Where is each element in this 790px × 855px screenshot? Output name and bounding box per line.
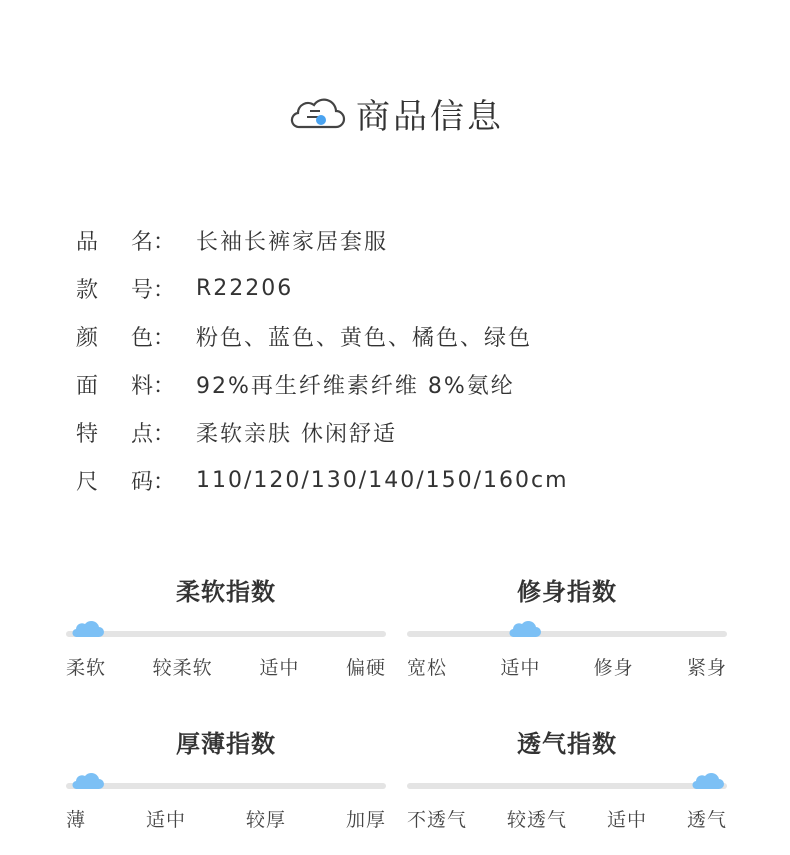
tick-label: 较柔软 bbox=[152, 657, 213, 679]
info-label: 尺 码： bbox=[76, 469, 176, 495]
slim-fit-index bbox=[407, 572, 727, 680]
tick-label: 修身 bbox=[593, 657, 634, 679]
info-value: 长袖长裤家居套服 bbox=[196, 229, 389, 255]
index-track bbox=[66, 631, 386, 637]
tick-label: 较厚 bbox=[245, 809, 286, 831]
tick-label: 透气 bbox=[686, 809, 727, 831]
cloud-marker-icon bbox=[509, 618, 541, 638]
cloud-marker-icon bbox=[72, 770, 104, 790]
section-header bbox=[0, 88, 790, 138]
tick-label: 适中 bbox=[606, 809, 647, 831]
info-label: 特 点： bbox=[76, 421, 176, 447]
tick-label: 适中 bbox=[145, 809, 186, 831]
thickness-index bbox=[66, 724, 386, 832]
tick-label: 适中 bbox=[259, 657, 300, 679]
product-info-list bbox=[76, 216, 569, 504]
info-label: 面 料： bbox=[76, 373, 176, 399]
info-row-fabric bbox=[76, 360, 569, 408]
info-row-name bbox=[76, 216, 569, 264]
tick-label: 偏硬 bbox=[345, 657, 386, 679]
index-ticks bbox=[407, 805, 727, 832]
tick-label: 适中 bbox=[500, 657, 541, 679]
info-row-model bbox=[76, 264, 569, 312]
cloud-icon bbox=[286, 93, 348, 133]
index-track bbox=[407, 783, 727, 789]
index-title: 厚薄指数 bbox=[176, 730, 276, 758]
cloud-marker-icon bbox=[72, 618, 104, 638]
info-value: 柔软亲肤 休闲舒适 bbox=[196, 421, 397, 447]
tick-label: 紧身 bbox=[686, 657, 727, 679]
index-ticks bbox=[66, 805, 386, 832]
tick-label: 宽松 bbox=[407, 657, 448, 679]
index-title: 透气指数 bbox=[517, 730, 617, 758]
info-value: R22206 bbox=[196, 275, 294, 301]
index-ticks bbox=[66, 653, 386, 680]
breathability-index bbox=[407, 724, 727, 832]
tick-label: 不透气 bbox=[407, 809, 468, 831]
softness-index bbox=[66, 572, 386, 680]
tick-label: 较透气 bbox=[506, 809, 567, 831]
index-title: 修身指数 bbox=[517, 578, 617, 606]
info-label: 颜 色： bbox=[76, 325, 176, 351]
tick-label: 柔软 bbox=[66, 657, 107, 679]
info-row-size bbox=[76, 456, 569, 504]
index-ticks bbox=[407, 653, 727, 680]
info-label: 品 名： bbox=[76, 229, 176, 255]
tick-label: 薄 bbox=[66, 809, 87, 831]
info-row-color bbox=[76, 312, 569, 360]
page-title: 商品信息 bbox=[356, 96, 504, 137]
info-value: 110/120/130/140/150/160cm bbox=[196, 467, 569, 493]
tick-label: 加厚 bbox=[345, 809, 386, 831]
cloud-marker-icon bbox=[692, 770, 724, 790]
info-row-feature bbox=[76, 408, 569, 456]
info-value: 粉色、蓝色、黄色、橘色、绿色 bbox=[196, 325, 533, 351]
index-title: 柔软指数 bbox=[176, 578, 276, 606]
info-value: 92%再生纤维素纤维 8%氨纶 bbox=[196, 373, 515, 399]
info-label: 款 号： bbox=[76, 277, 176, 303]
index-track bbox=[407, 631, 727, 637]
index-track bbox=[66, 783, 386, 789]
